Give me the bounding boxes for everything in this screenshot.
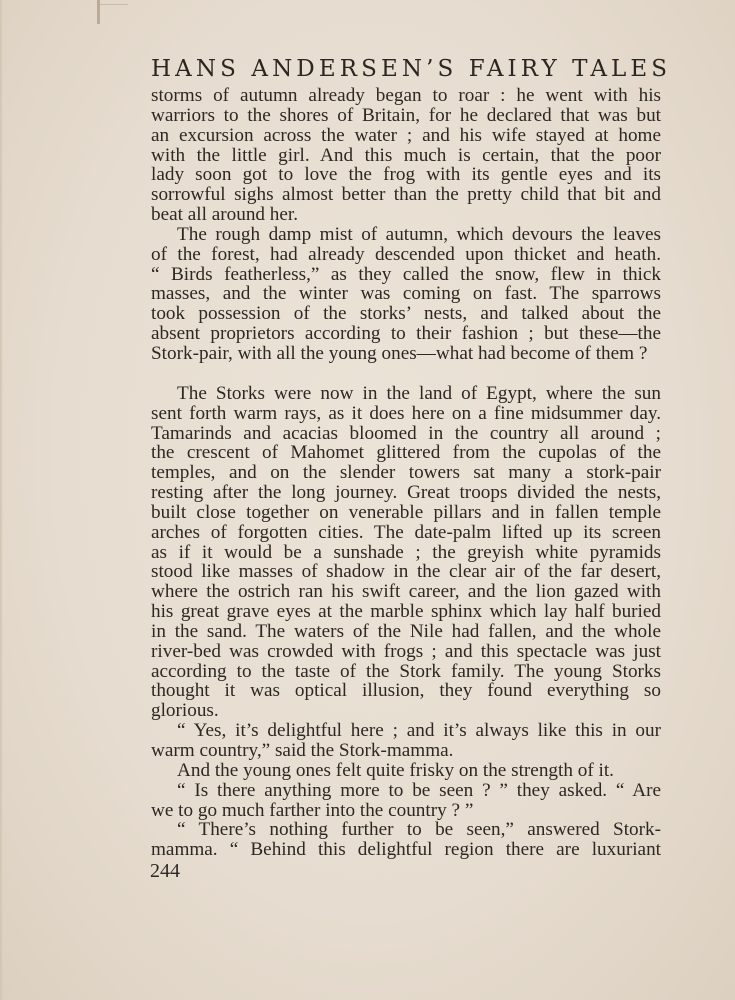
text-line: And the young ones felt quite frisky on the strength of it. [177,759,614,781]
body-text [151,86,661,860]
text-line: mamma. “ Behind this delightful region there are luxuriant [151,839,661,861]
text-line: Stork-pair, with all the young ones—what had become of them ? [151,342,648,364]
text-line: sent forth warm rays, as it does here on a fine midsummer day. [151,402,661,424]
text-line: the crescent of Mahomet glittered from the cupolas of the [151,442,661,464]
text-line: river-bed was crowded with frogs ; and this spectacle was just [151,640,661,662]
text-line: thought it was optical illusion, they found everything so [151,680,661,702]
text-line: temples, and on the slender towers sat many a stork-pair [151,462,661,484]
scan-dash [100,4,128,5]
text-line: sorrowful sighs almost better than the pretty child that bit and [151,184,661,206]
text-line: warm country,” said the Stork-mamma. [151,740,454,761]
text-line: The Storks were now in the land of Egypt, where the sun [177,382,661,404]
text-line: lady soon got to love the frog with its gentle eyes and its [151,164,661,186]
text-line: his great grave eyes at the marble sphinx which lay half buried [151,601,661,623]
text-line: we to go much farther into the country ? ” [151,799,474,821]
text-line: stood like masses of shadow in the clear air of the far desert, [151,561,661,583]
text-line: as if it would be a sunshade ; the greyish white pyramids [151,541,661,563]
text-line: “ Is there anything more to be seen ? ” they asked. “ Are [177,779,661,801]
text-line: “ Yes, it’s delightful here ; and it’s always like this in our [177,720,661,742]
text-line: according to the taste of the Stork family. The young Storks [151,660,661,682]
text-line: built close together on venerable pillars and in fallen temple [151,501,661,523]
text-line: warriors to the shores of Britain, for he declared that was but [151,104,661,126]
text-line: with the little girl. And this much is certain, that the poor [151,144,661,166]
text-line: in the sand. The waters of the Nile had fallen, and the whole [151,620,661,642]
text-line: of the forest, had already descended upon thicket and heath. [151,243,661,265]
text-line: absent proprietors according to their fashion ; but these—the [151,323,661,345]
text-line: The rough damp mist of autumn, which devours the leaves [177,223,661,245]
section-break [151,364,661,384]
text-line: an excursion across the water ; and his wife stayed at home [151,124,661,146]
text-line: storms of autumn already began to roar : he went with his [151,85,661,106]
text-line: “ There’s nothing further to be seen,” answered Stork- [177,819,661,841]
running-head: HANS ANDERSEN’S FAIRY TALES [151,56,672,82]
text-line: where the ostrich ran his swift career, and the lion gazed with [151,581,661,603]
text-line: resting after the long journey. Great troops divided the nests, [151,482,661,504]
text-line: “ Birds featherless,” as they called the snow, flew in thick [151,263,661,285]
text-line: beat all around her. [151,204,299,226]
text-line: Tamarinds and acacias bloomed in the country all around ; [151,422,661,444]
text-line: took possession of the storks’ nests, and talked about the [151,303,661,325]
page-number: 244 [150,860,180,882]
page-edge-shadow [0,0,3,1000]
text-line: glorious. [151,700,219,722]
text-line: masses, and the winter was coming on fast. The sparrows [151,283,661,305]
text-line: arches of forgotten cities. The date-palm lifted up its screen [151,521,661,543]
